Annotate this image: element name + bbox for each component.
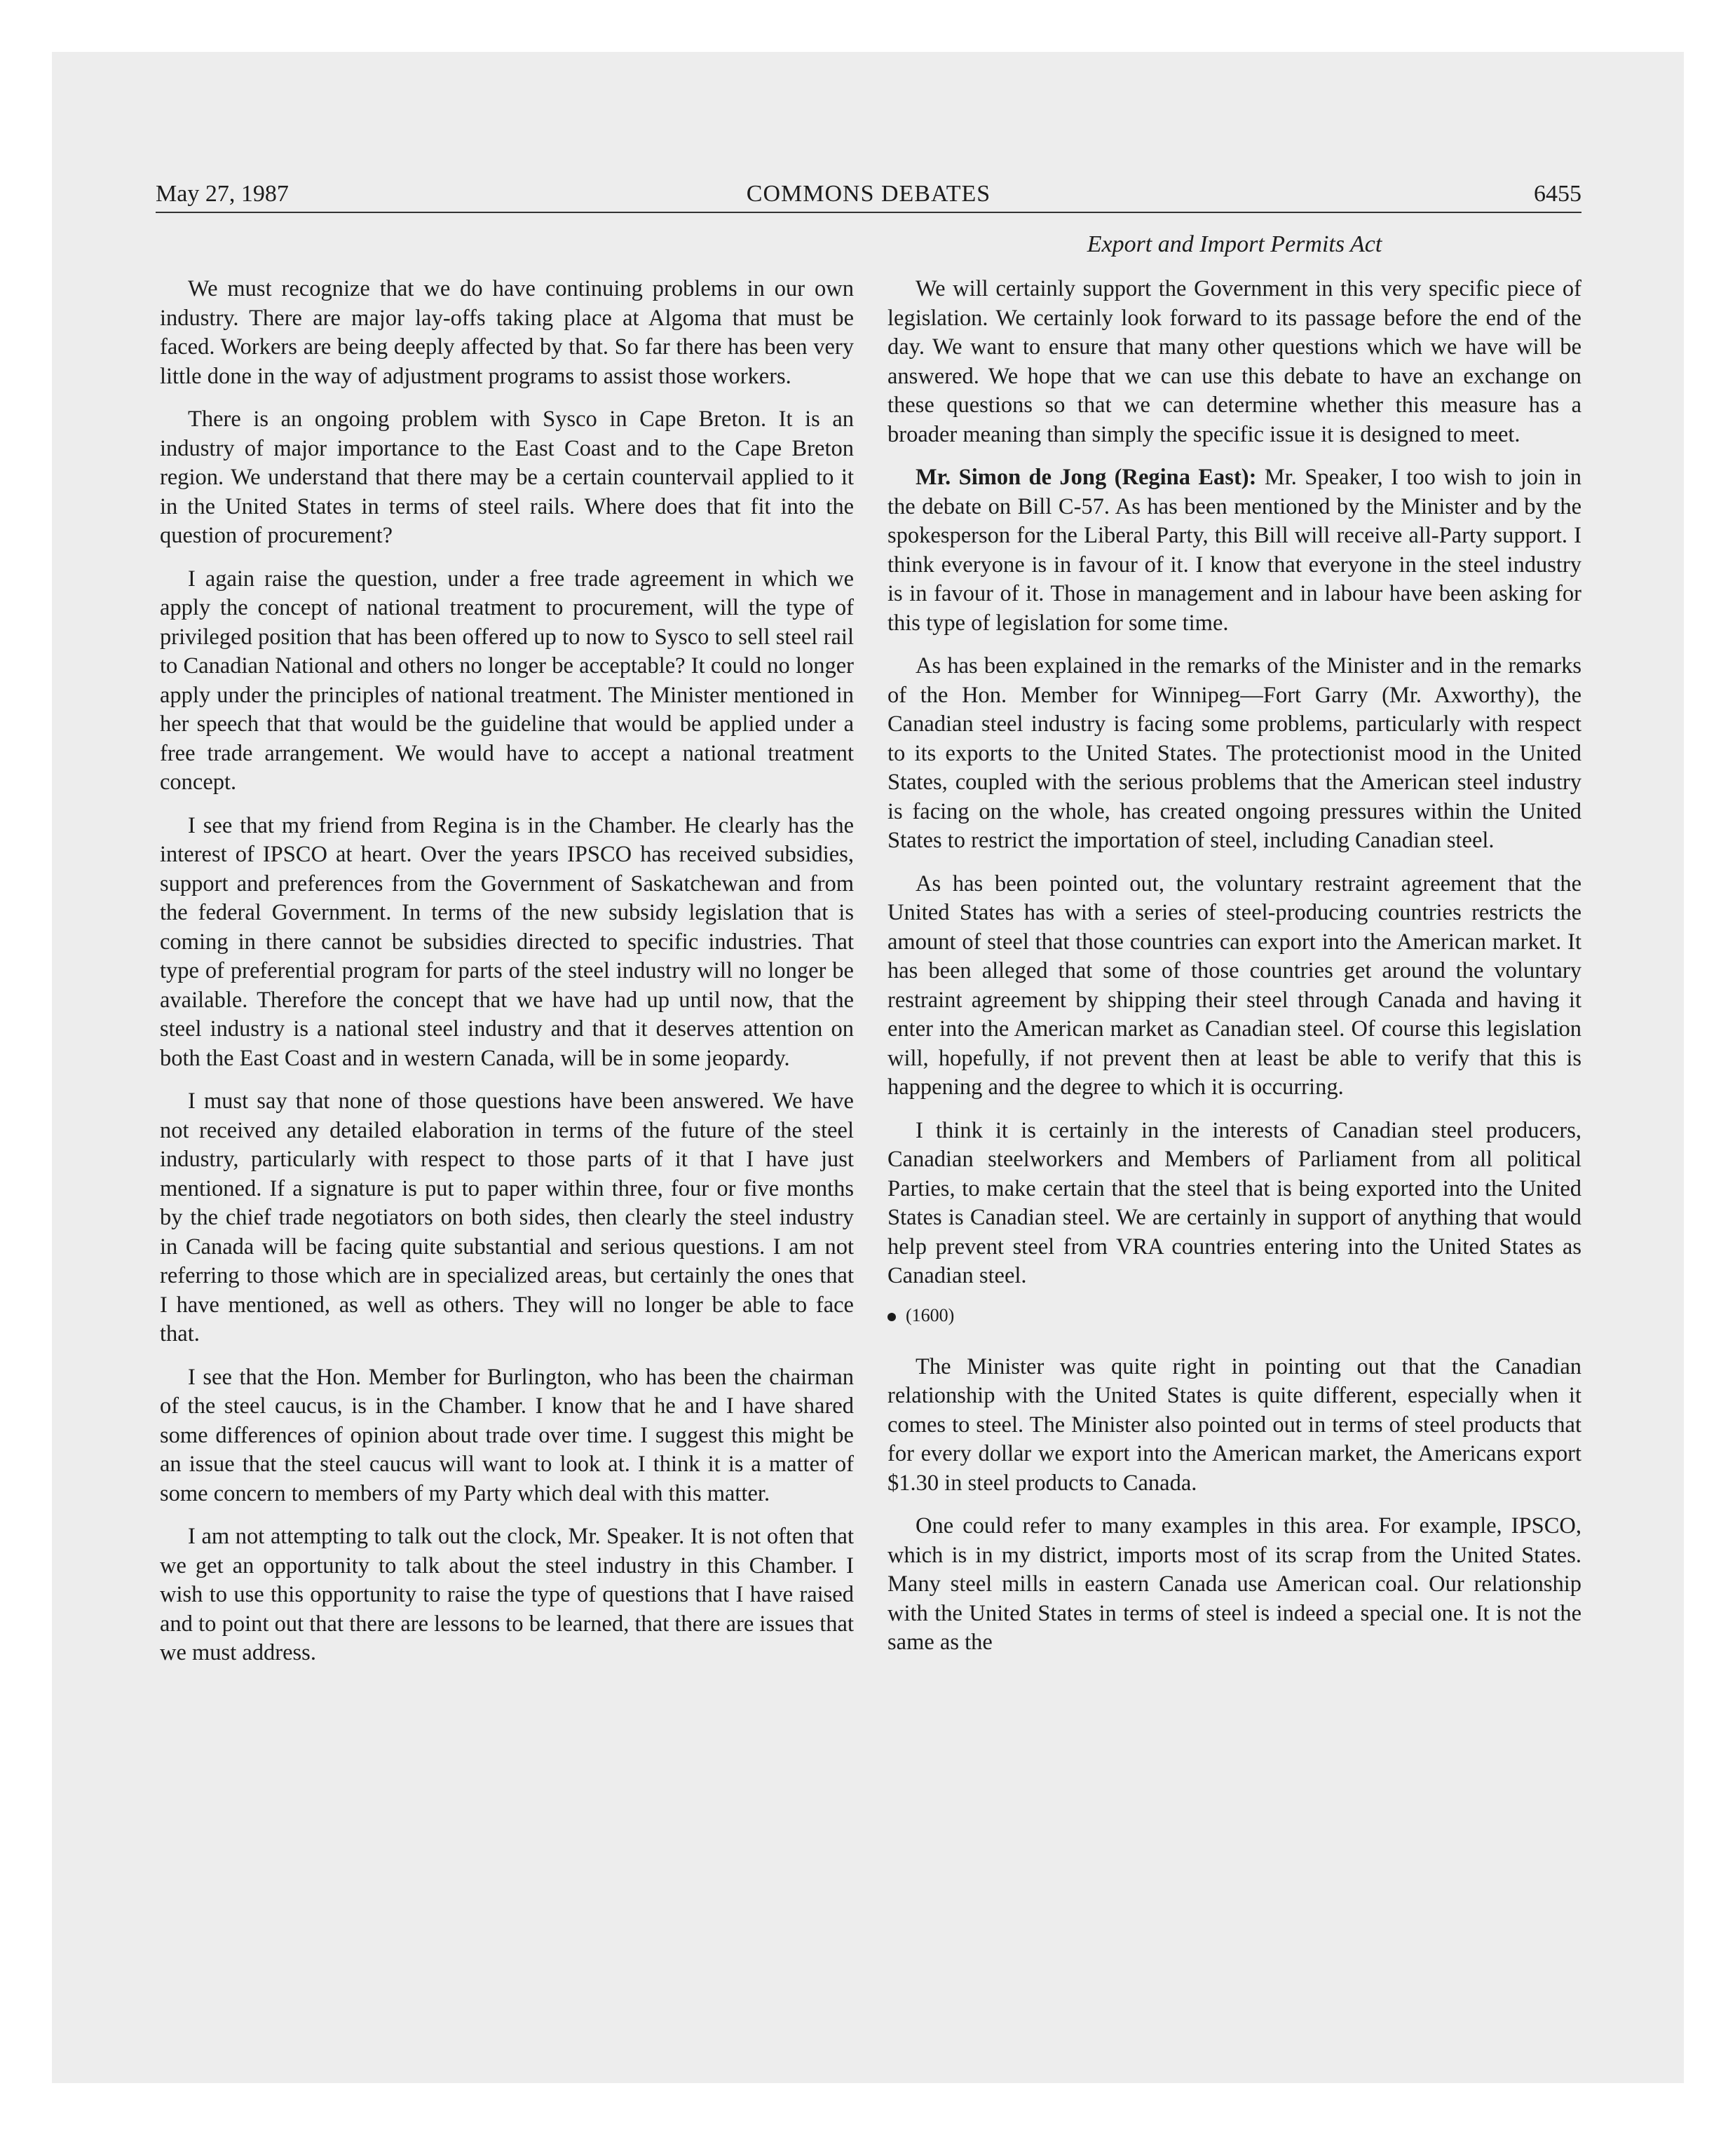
paragraph: I see that the Hon. Member for Burlington, who has been the chairman of the steel caucus, is in the Chamber. I know that he and I have shared some differences of opinion about trade over time. I suggest this might be an issue that the steel caucus will want to look at. I think it is a matter of some concern to members of my Party which deal with this matter. bbox=[160, 1364, 854, 1506]
time-marker-text: (1600) bbox=[906, 1304, 955, 1325]
speaker-text: Mr. Speaker, I too wish to join in the debate on Bill C-57. As has been mentioned by the Minister and by the spokesperson for the Liberal Party, this Bill will receive all-Party support. I think everyone is in favour of it. I know that everyone in the steel industry is in favour of it. Those in management and in labour have been asking for this type of legislation for some time. bbox=[887, 465, 1582, 636]
header-publication: COMMONS DEBATES bbox=[746, 181, 991, 207]
section-subheading: Export and Import Permits Act bbox=[1087, 231, 1382, 257]
bullet-icon bbox=[887, 1313, 896, 1321]
right-column bbox=[887, 275, 1581, 1672]
page-header bbox=[156, 181, 1581, 213]
paragraph: We will certainly support the Government in this very specific piece of legislation. We certainly look forward to its passage before the end of the day. We want to ensure that many other questions which we have will be answered. We hope that we can use this debate to have an exchange on these questions so that we can determine whether this measure has a broader meaning than simply the specific issue it is designed to meet. bbox=[887, 276, 1581, 447]
paragraph: I think it is certainly in the interests of Canadian steel producers, Canadian steelworkers and Members of Parliament from all political Parties, to make certain that the steel that is being exported into the United States is Canadian steel. We are certainly in support of anything that would help prevent steel from VRA countries entering into the United States as Canadian steel. bbox=[887, 1117, 1581, 1288]
paragraph: One could refer to many examples in this area. For example, IPSCO, which is in my district, imports most of its scrap from the United States. Many steel mills in eastern Canada use American coal. Our relationship with the United States in terms of steel is indeed a special one. It is not the same as the bbox=[887, 1513, 1581, 1655]
paragraph: As has been explained in the remarks of the Minister and in the remarks of the Hon. Member for Winnipeg—Fort Garry (Mr. Axworthy), the Canadian steel industry is facing some problems, particularly with respect to its exports to the United States. The protectionist mood in the United States, coupled with the serious problems that the American steel industry is facing on the whole, has created ongoing pressures within the United States to restrict the importation of steel, including Canadian steel. bbox=[887, 653, 1581, 853]
paragraph: As has been pointed out, the voluntary restraint agreement that the United States has with a series of steel-producing countries restricts the amount of steel that those countries can export into the American market. It has been alleged that some of those countries get around the voluntary restraint agreement by shipping their steel through Canada and having it enter into the American market as Canadian steel. Of course this legislation will, hopefully, if not prevent then at least be able to verify that this is happening and the degree to which it is occurring. bbox=[887, 871, 1581, 1100]
paragraph: We must recognize that we do have continuing problems in our own industry. There are major lay-offs taking place at Algoma that must be faced. Workers are being deeply affected by that. So far there has been very little done in the way of adjustment programs to assist those workers. bbox=[160, 276, 854, 389]
paragraph: There is an ongoing problem with Sysco in Cape Breton. It is an industry of major importance to the East Coast and to the Cape Breton region. We understand that there may be a certain countervail applied to it in the United States in terms of steel rails. Where does that fit into the question of procurement? bbox=[160, 407, 854, 548]
paragraph: The Minister was quite right in pointing out that the Canadian relationship with the United States is quite different, especially when it comes to steel. The Minister also pointed out in terms of steel products that for every dollar we export into the American market, the Americans export $1.30 in steel products to Canada. bbox=[887, 1353, 1581, 1496]
time-marker bbox=[887, 1305, 1581, 1326]
paragraph: I see that my friend from Regina is in the Chamber. He clearly has the interest of IPSCO at heart. Over the years IPSCO has received subsidies, support and preferences from the Government of Saskatchewan and from the federal Government. In terms of the new subsidy legislation that is coming in there cannot be subsidies directed to specific industries. That type of preferential program for parts of the steel industry will no longer be available. Therefore the concept that we have had up until now, that the steel industry is a national steel industry and that it deserves attention on both the East Coast and in western Canada, will be in some jeopardy. bbox=[160, 812, 854, 1071]
header-date: May 27, 1987 bbox=[156, 181, 289, 207]
paragraph: I am not attempting to talk out the clock, Mr. Speaker. It is not often that we get an opportunity to talk about the steel industry in this Chamber. I wish to use this opportunity to raise the type of questions that I have raised and to point out that there are lessons to be learned, that there are issues that we must address. bbox=[160, 1524, 854, 1665]
speaker-paragraph bbox=[887, 463, 1581, 638]
header-page-number: 6455 bbox=[1534, 181, 1581, 207]
paragraph: I again raise the question, under a free trade agreement in which we apply the concept of national treatment to procurement, will the type of privileged position that has been offered up to now to Sysco to sell steel rail to Canadian National and others no longer be acceptable? It could no longer apply under the principles of national treatment. The Minister mentioned in her speech that that would be the guideline that would be applied under a free trade arrangement. We would have to accept a national treatment concept. bbox=[160, 566, 854, 795]
speaker-name: Mr. Simon de Jong (Regina East): bbox=[916, 465, 1257, 490]
left-column bbox=[160, 275, 854, 1682]
paragraph: I must say that none of those questions have been answered. We have not received any detailed elaboration in terms of the future of the steel industry, particularly with respect to those parts of it that I have just mentioned. If a signature is put to paper within three, four or five months by the chief trade negotiators on both sides, then clearly the steel industry in Canada will be facing quite substantial and serious questions. I am not referring to those which are in specialized areas, but certainly the ones that I have mentioned, as well as others. They will no longer be able to face that. bbox=[160, 1089, 854, 1346]
